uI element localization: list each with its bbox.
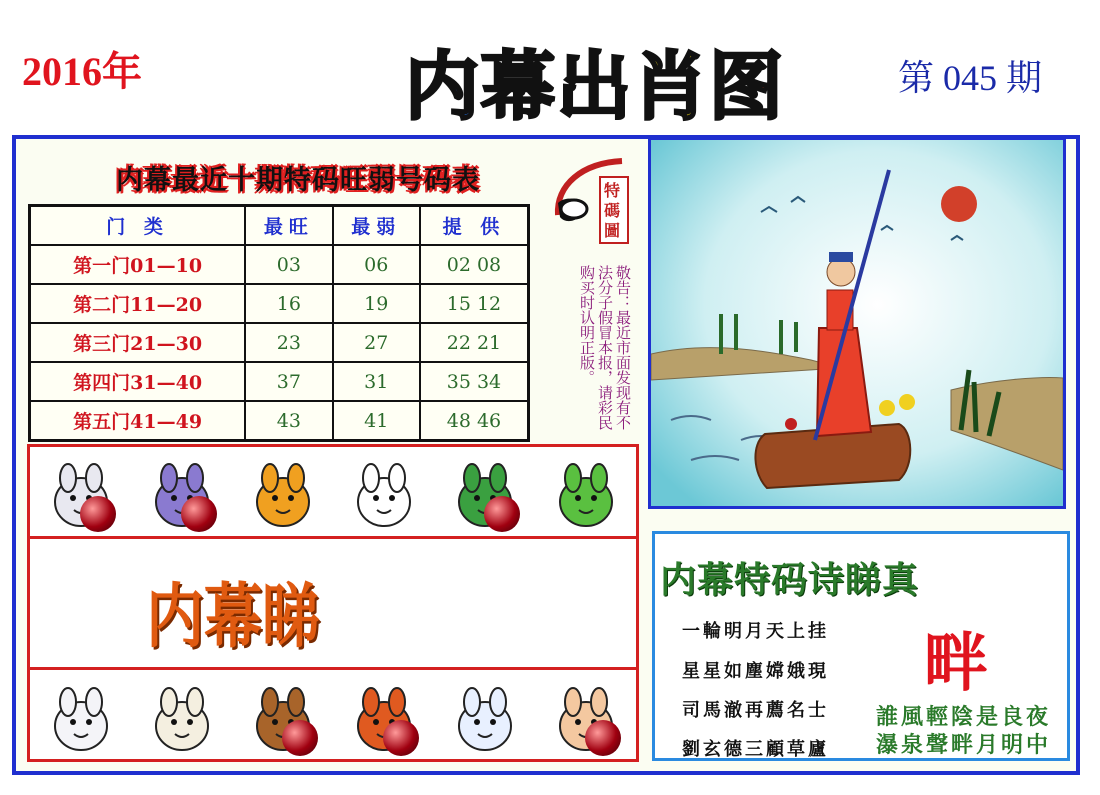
cold-cell: 06	[333, 245, 420, 284]
page-title	[405, 28, 785, 134]
hot-cell: 37	[245, 362, 332, 401]
rabbit-icon	[341, 450, 427, 534]
cold-cell: 19	[333, 284, 420, 323]
painting-image	[651, 140, 1063, 506]
title-char: 内	[405, 44, 481, 130]
hot-cell: 16	[245, 284, 332, 323]
offer-cell: 22 21	[420, 323, 529, 362]
tiger-icon	[240, 450, 326, 534]
category-cell: 第四门31—40	[30, 362, 246, 401]
offer-cell: 02 08	[420, 245, 529, 284]
table-row	[30, 401, 529, 441]
marker-ball-icon	[181, 496, 217, 532]
riddle-line: 瀑泉聲畔月明中	[876, 732, 1052, 758]
cold-cell: 41	[333, 401, 420, 441]
zodiac-row-bottom	[30, 672, 636, 760]
offer-cell: 35 34	[420, 362, 529, 401]
notice-text: 敬告：最近市面发现有不法分子假冒本报，请彩民购买时认明正版。	[578, 265, 632, 430]
category-cell: 第三门21—30	[30, 323, 246, 362]
hot-cell: 23	[245, 323, 332, 362]
blank-panel	[320, 541, 632, 667]
table-title: 内幕最近十期特码旺弱号码表	[116, 165, 480, 196]
cold-cell: 27	[333, 323, 420, 362]
ox-icon	[139, 450, 225, 534]
title-char: 出	[557, 44, 633, 130]
rooster-icon	[341, 674, 427, 758]
monkey-icon	[240, 674, 326, 758]
col-header: 门 类	[30, 206, 246, 246]
category-cell: 第五门41—49	[30, 401, 246, 441]
zodiac-row-top	[30, 448, 636, 536]
offer-cell: 15 12	[420, 284, 529, 323]
marker-ball-icon	[80, 496, 116, 532]
hot-cell: 43	[245, 401, 332, 441]
title-char: 幕	[481, 44, 557, 130]
dog-icon	[442, 674, 528, 758]
poem-line: 劉玄德三顧草廬	[682, 739, 829, 760]
table-row	[30, 284, 529, 323]
poem-line: 司馬澈再薦名士	[682, 700, 829, 721]
issue-number: 第 045 期	[898, 58, 1043, 98]
horse-icon	[38, 674, 124, 758]
table-row	[30, 362, 529, 401]
table-row	[30, 323, 529, 362]
band-label: 内幕睇	[146, 575, 321, 658]
poem-line: 星星如塵嫦娥現	[682, 661, 829, 682]
col-header: 最弱	[333, 206, 420, 246]
pig-icon	[543, 674, 629, 758]
marker-ball-icon	[383, 720, 419, 756]
dragon-icon	[442, 450, 528, 534]
title-char: 图	[709, 44, 785, 130]
marker-ball-icon	[282, 720, 318, 756]
year-label: 2016年	[22, 49, 142, 94]
number-table	[28, 204, 530, 442]
snake-icon	[543, 450, 629, 534]
poem-answer: 畔	[924, 626, 988, 701]
hot-cell: 03	[245, 245, 332, 284]
goat-icon	[139, 674, 225, 758]
table-row	[30, 245, 529, 284]
special-code-logo	[552, 155, 632, 245]
title-char: 肖	[633, 44, 709, 130]
poem-title: 内幕特码诗睇真	[660, 559, 920, 601]
marker-ball-icon	[585, 720, 621, 756]
category-cell: 第二门11—20	[30, 284, 246, 323]
poem-line: 一輪明月天上挂	[682, 621, 829, 642]
col-header: 提 供	[420, 206, 529, 246]
logo-text: 特碼圖	[604, 181, 621, 240]
rat-icon	[38, 450, 124, 534]
cold-cell: 31	[333, 362, 420, 401]
category-cell: 第一门01—10	[30, 245, 246, 284]
offer-cell: 48 46	[420, 401, 529, 441]
marker-ball-icon	[484, 496, 520, 532]
zodiac-middle-band	[30, 536, 636, 670]
table-header-row	[30, 206, 529, 246]
riddle-line: 誰風輕陰是良夜	[876, 704, 1052, 730]
boatman-painting	[648, 137, 1066, 509]
col-header: 最旺	[245, 206, 332, 246]
